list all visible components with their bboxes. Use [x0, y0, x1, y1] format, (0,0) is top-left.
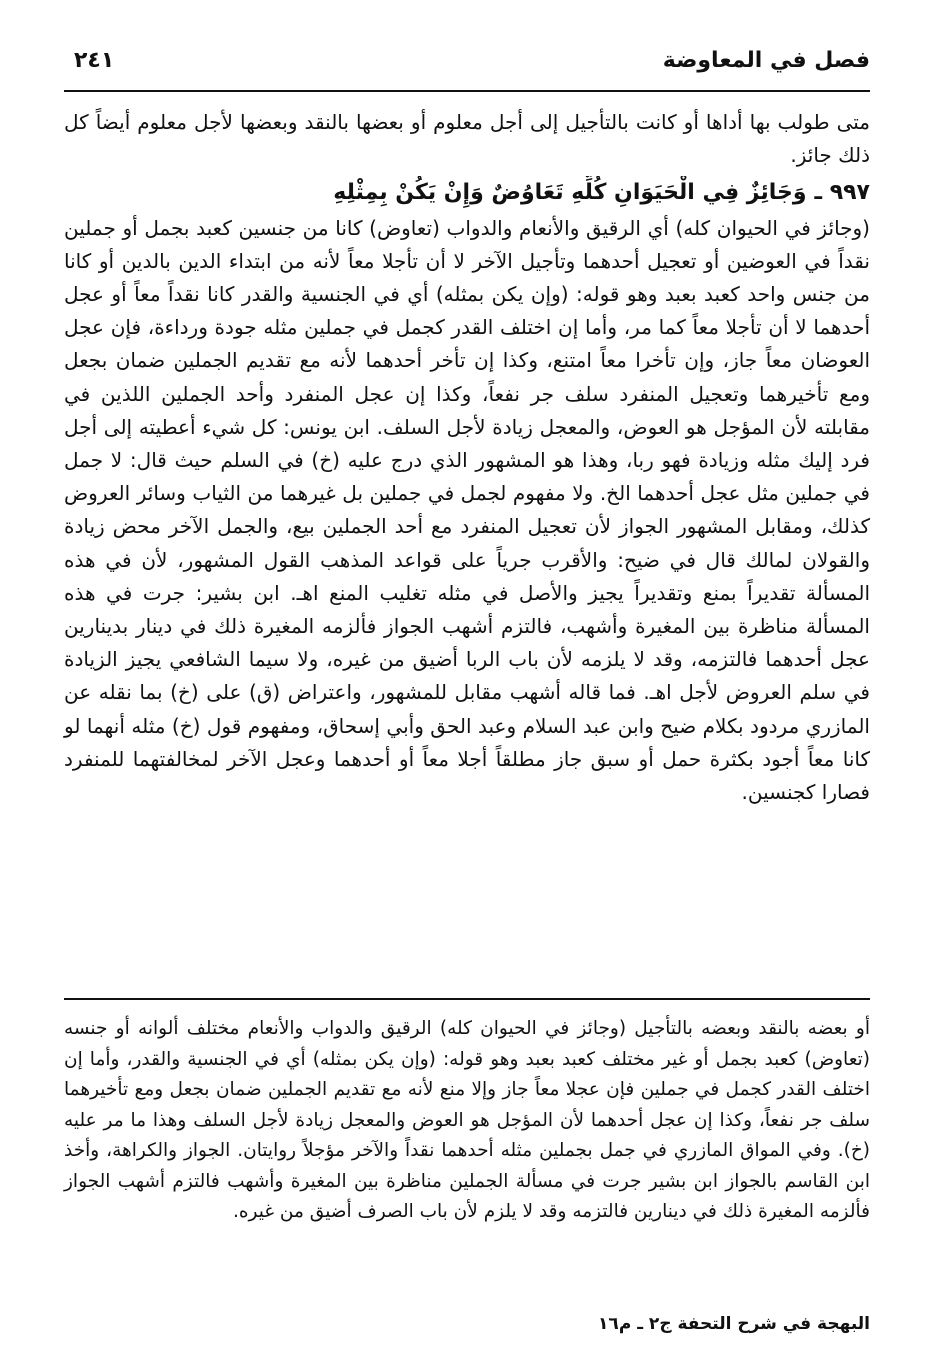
book-page	[64, 34, 870, 1334]
page-header	[64, 34, 870, 92]
commentary-paragraph: (وجائز في الحيوان كله) أي الرقيق والأنعام والدواب (تعاوض) كانا من جنسين كعبد بجمل أو جملين نقداً في العوضين أو تعجيل أحدهما وتأجيل الآخر لا أن تأجلا معاً لأنه من ابتداء الدين بالدين أو كانا من جنس واحد كعبد بعبد وهو قوله: (وإن يكن بمثله) أي في الجنسية والقدر كانا نقداً معاً أو عجل أحدهما لا أن تأجلا معاً كما مر، وأما إن اختلف القدر كجمل في جملين مثله جودة ورداءة، فإن عجل العوضان معاً جاز، وإن تأخرا معاً امتنع، وكذا إن تأخر أحدهما لأنه مع تقديم الجملين ضمان بجعل ومع تأخيرهما وتعجيل المنفرد سلف جر نفعاً، وكذا إن عجل المنفرد وأحد الجملين اللذين في مقابلته لأن المؤجل هو العوض، والمعجل زيادة لأجل السلف. ابن يونس: كل شيء أعطيته إلى أجل فرد إليك مثله وزيادة فهو ربا، وهذا هو المشهور الذي درج عليه (خ) في السلم حيث قال: لا جمل في جملين مثل عجل أحدهما الخ. ولا مفهوم لجمل في جملين بل غيرهما من الثياب وسائر العروض كذلك، ومقابل المشهور الجواز لأن تعجيل المنفرد مع أحد الجملين بيع، والجمل الآخر محض زيادة والقولان لمالك قال في ضيح: والأقرب جرياً على قواعد المذهب القول المشهور، لأن في هذه المسألة تقديراً بمنع وتقديراً يجيز والأصل في مثله تغليب المنع اهـ. ابن بشير: جرت في هذه المسألة مناظرة بين المغيرة وأشهب، فالتزم أشهب الجواز فألزمه المغيرة ذلك في دينار بدينارين عجل أحدهما فالتزمه، وقد لا يلزمه لأن باب الربا أضيق من غيره، ولا سيما الشافعي يجيز الزيادة في سلم العروض لأجل اهـ. فما قاله أشهب مقابل للمشهور، واعتراض (ق) على (خ) بما نقله عن المازري مردود بكلام ضيح وابن عبد السلام وعبد الحق وأبي إسحاق، ومفهوم قول (خ) مثله أنهما لو كانا معاً أجود بكثرة حمل أو سبق جاز مطلقاً أجلا معاً أو أحدهما وعجل الآخر لمخالفتهما للمنفرد فصارا كجنسين.	[64, 215, 870, 805]
verse-number: ٩٩٧ ـ	[814, 180, 870, 206]
main-text	[64, 106, 870, 809]
footnote-paragraph: أو بعضه بالنقد وبعضه بالتأجيل (وجائز في الحيوان كله) الرقيق والدواب والأنعام مختلف ألوانه أو جنسه (تعاوض) كعبد بجمل أو غير مختلف كعبد بعبد وهو قوله: (وإن يكن بمثله) أي في الجنسية والقدر، وأما إن اختلف القدر كجمل في جملين فإن عجلا معاً جاز وإلا منع لأنه مع تقديم الجملين ضمان بجعل ومع تأخيرهما سلف جر نفعاً، وكذا إن عجل أحدهما لأن المؤجل هو العوض والمعجل زيادة لأجل السلف وهذا ما مر عليه (خ). وفي المواق المازري في جمل بجملين مثله أحدهما نقداً والآخر مؤجلاً روايتان. الجواز والكراهة، وأخذ ابن القاسم بالجواز ابن بشير جرت في مسألة الجملين مناظرة بين المغيرة وأشهب فالتزم أشهب الجواز فألزمه المغيرة ذلك في دينارين فالتزمه وقد لا يلزم لأن باب الصرف أضيق من غيره.	[64, 1018, 870, 1222]
verse-text: وَجَائِزٌ فِي الْحَيَوَانِ كُلِّهِ تَعَاوُضٌ وَإِنْ يَكُنْ بِمِثْلِهِ	[333, 180, 807, 206]
header-divider	[64, 90, 870, 92]
page-number: ٢٤١	[74, 48, 115, 73]
footnote-section	[64, 1014, 870, 1228]
footnote-divider	[64, 998, 870, 1000]
chapter-title: فصل في المعاوضة	[662, 48, 870, 73]
intro-paragraph: متى طولب بها أداها أو كانت بالتأجيل إلى أجل معلوم أو بعضها بالنقد وبعضها لأجل معلوم أيضاً كل ذلك جائز.	[64, 110, 870, 168]
verse-line	[64, 176, 870, 209]
page-footer: البهجة في شرح التحفة ج٢ ـ م١٦	[598, 1314, 870, 1334]
